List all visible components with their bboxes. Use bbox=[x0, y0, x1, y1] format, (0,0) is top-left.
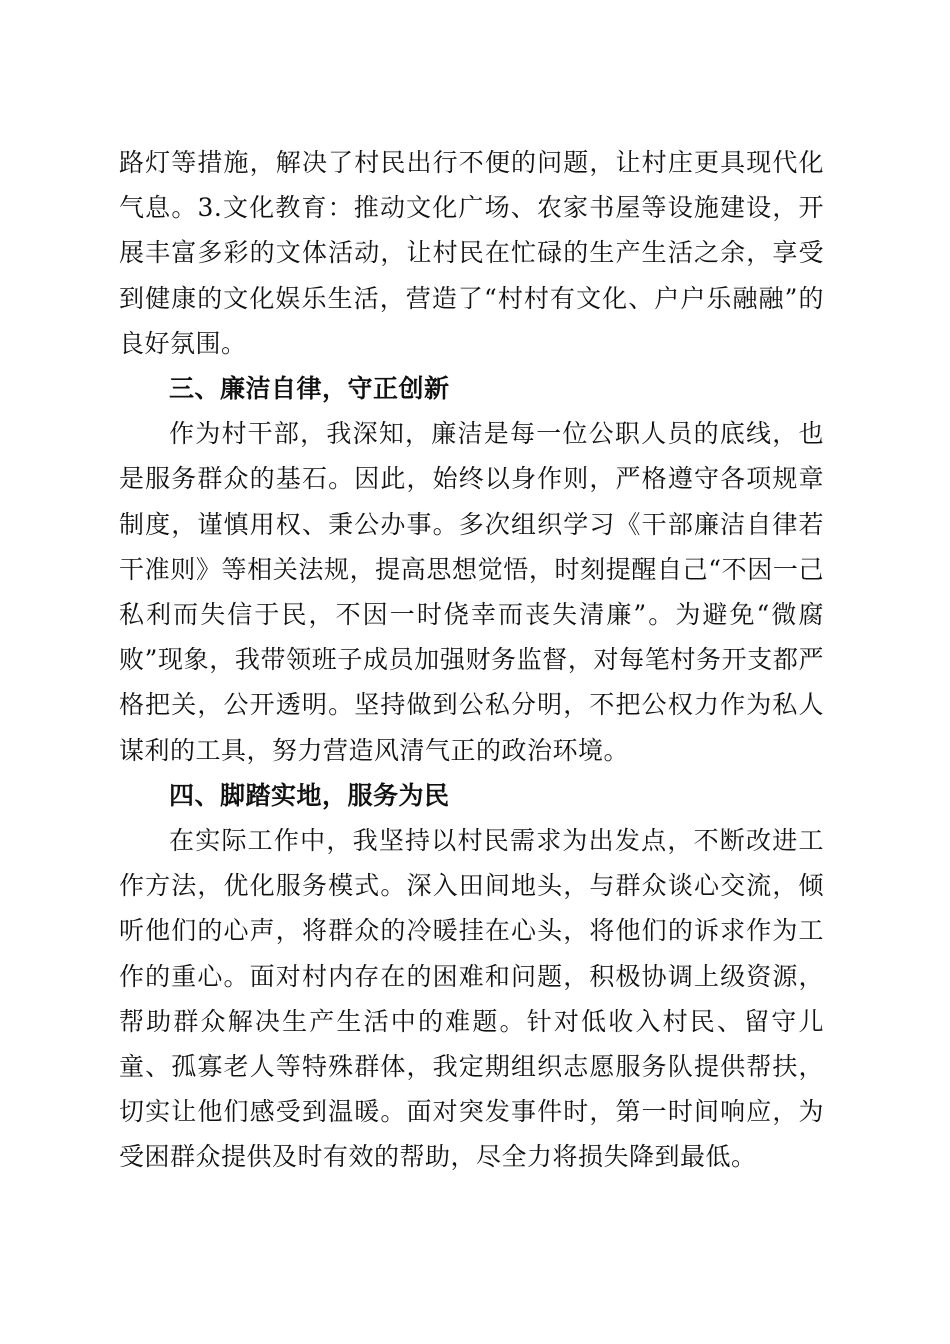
paragraph-culture-education: 路灯等措施，解决了村民出行不便的问题，让村庄更具现代化气息。3.文化教育：推动文化广场、农家书屋等设施建设，开展丰富多彩的文体活动，让村民在忙碌的生产生活之余，享受到健康的文化娱乐生活，营造了“村村有文化、户户乐融融”的良好氛围。 bbox=[119, 148, 824, 358]
paragraph-integrity: 作为村干部，我深知，廉洁是每一位公职人员的底线，也是服务群众的基石。因此，始终以身作则，严格遵守各项规章制度，谨慎用权、秉公办事。多次组织学习《干部廉洁自律若干准则》等相关法规，提高思想觉悟，时刻提醒自己“不因一己私利而失信于民，不因一时侥幸而丧失清廉”。为避免“微腐败”现象，我带领班子成员加强财务监督，对每笔村务开支都严格把关，公开透明。坚持做到公私分明，不把公权力作为私人谋利的工具，努力营造风清气正的政治环境。 bbox=[119, 419, 824, 765]
heading-integrity-self-discipline: 三、廉洁自律，守正创新 bbox=[169, 374, 450, 404]
paragraph-service: 在实际工作中，我坚持以村民需求为出发点，不断改进工作方法，优化服务模式。深入田间地头，与群众谈心交流，倾听他们的心声，将群众的冷暖挂在心头，将他们的诉求作为工作的重心。面对村内存在的困难和问题，积极协调上级资源，帮助群众解决生产生活中的难题。针对低收入村民、留守儿童、孤寡老人等特殊群体，我定期组织志愿服务队提供帮扶，切实让他们感受到温暖。面对突发事件时，第一时间响应，为受困群众提供及时有效的帮助，尽全力将损失降到最低。 bbox=[119, 826, 824, 1172]
document-body bbox=[119, 140, 824, 1180]
heading-serve-the-people: 四、脚踏实地，服务为民 bbox=[169, 780, 450, 810]
